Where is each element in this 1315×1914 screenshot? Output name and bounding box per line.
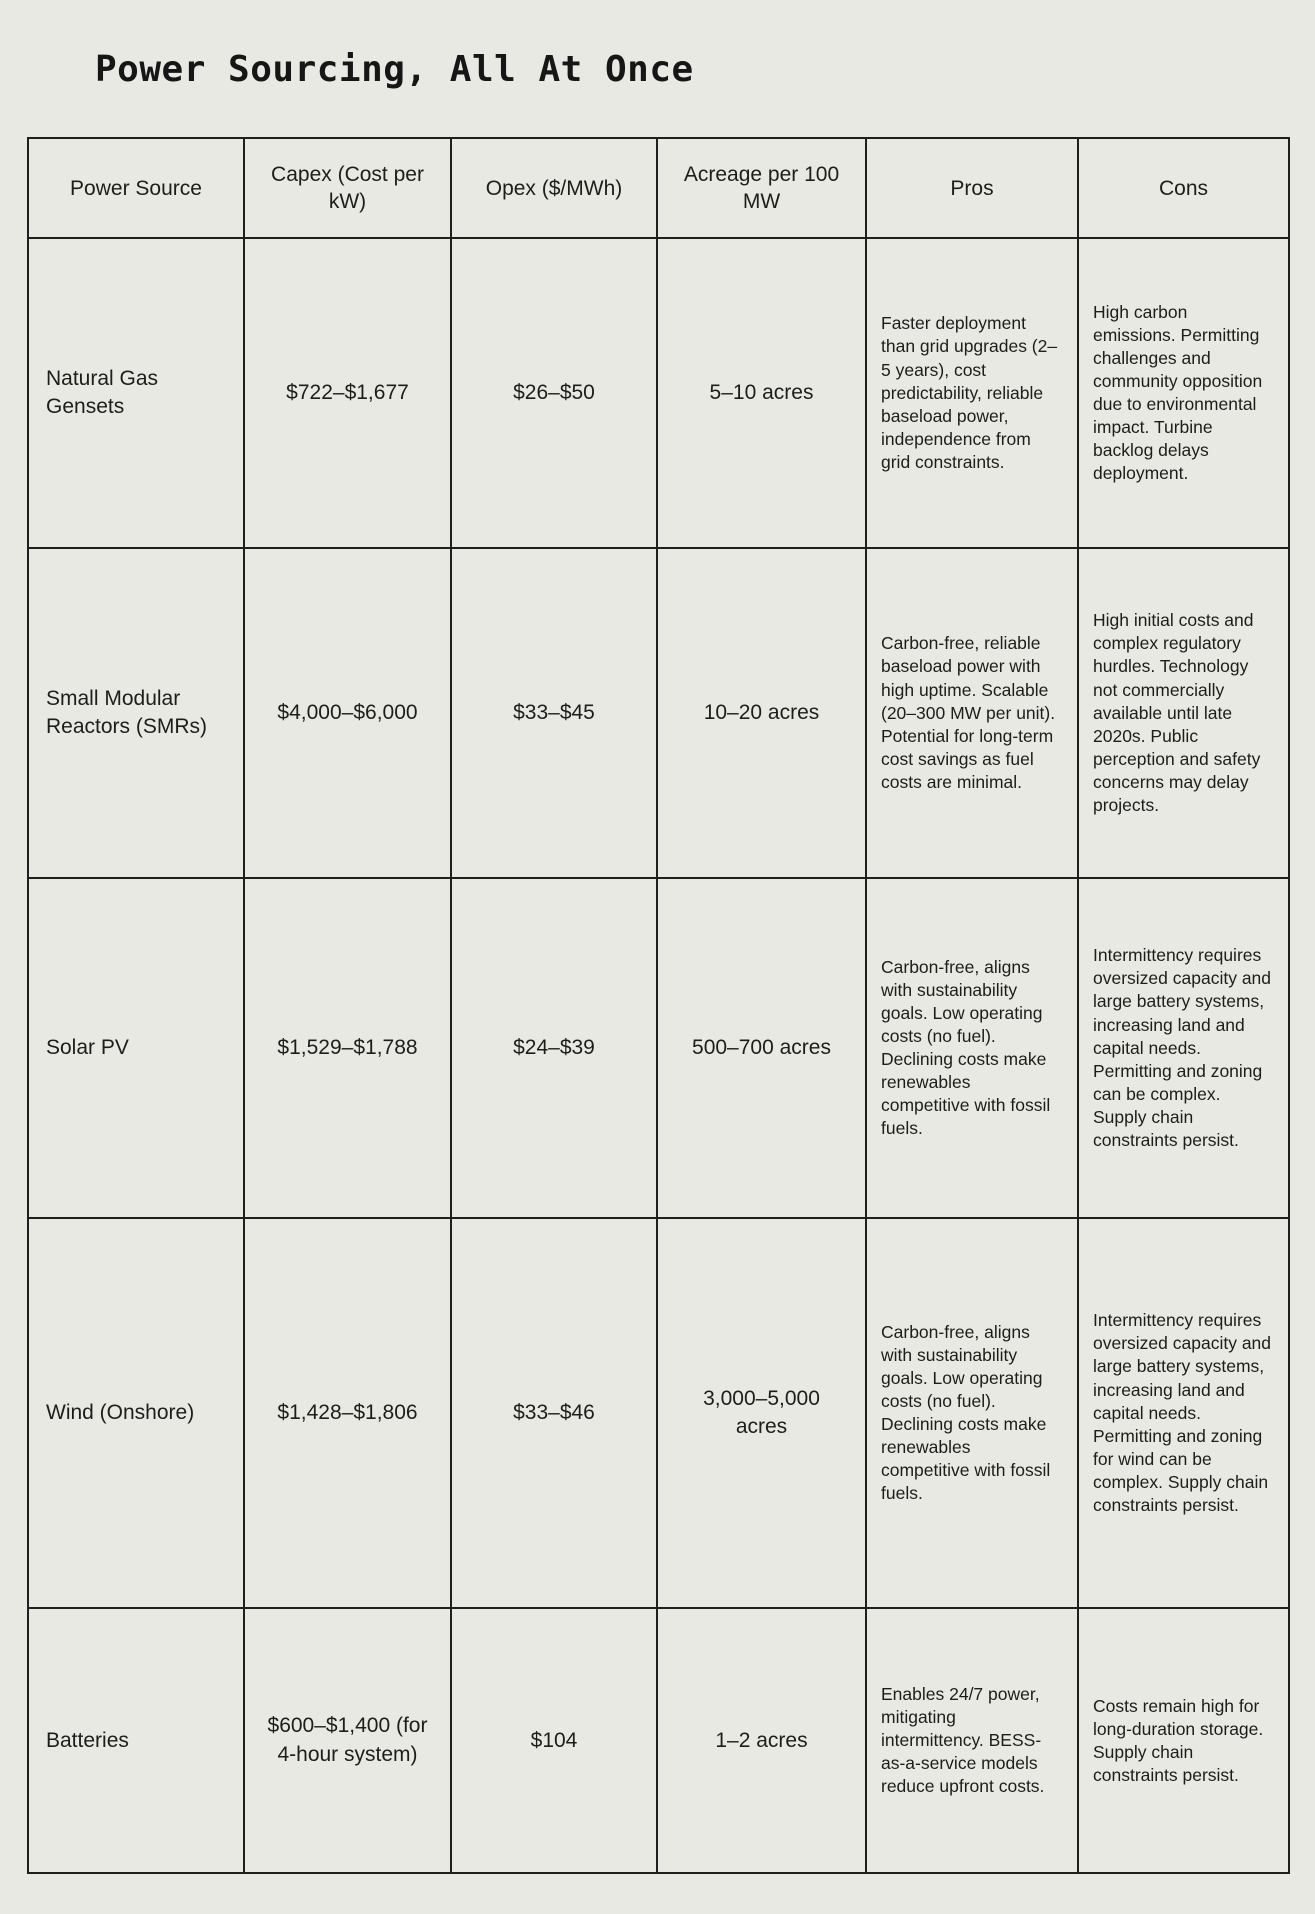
cell-cons: Costs remain high for long-duration storage. Supply chain constraints persist. [1078,1608,1289,1873]
cell-opex: $24–$39 [451,878,657,1218]
cell-pros: Carbon-free, aligns with sustainability goals. Low operating costs (no fuel). Declining costs make renewables competitive with fossil fuels. [866,1218,1078,1608]
cell-opex: $33–$46 [451,1218,657,1608]
cell-pros: Carbon-free, reliable baseload power with high uptime. Scalable (20–300 MW per unit). Potential for long-term cost savings as fuel costs are minimal. [866,548,1078,878]
cell-cons: High carbon emissions. Permitting challenges and community opposition due to environmental impact. Turbine backlog delays deployment. [1078,238,1289,548]
table-row-batteries [28,1608,1289,1873]
cell-capex: $4,000–$6,000 [244,548,451,878]
header-power-source: Power Source [28,138,244,238]
header-opex: Opex ($/MWh) [451,138,657,238]
table-row-smr [28,548,1289,878]
cell-capex: $1,529–$1,788 [244,878,451,1218]
page-title: Power Sourcing, All At Once [95,49,694,90]
cell-cons: High initial costs and complex regulatory hurdles. Technology not commercially available until late 2020s. Public perception and safety concerns may delay projects. [1078,548,1289,878]
header-cons: Cons [1078,138,1289,238]
table-row-natural-gas [28,238,1289,548]
cell-cons: Intermittency requires oversized capacity and large battery systems, increasing land and capital needs. Permitting and zoning for wind can be complex. Supply chain constraints persist. [1078,1218,1289,1608]
cell-pros: Enables 24/7 power, mitigating intermittency. BESS-as-a-service models reduce upfront costs. [866,1608,1078,1873]
cell-acreage: 500–700 acres [657,878,866,1218]
header-capex: Capex (Cost per kW) [244,138,451,238]
cell-capex: $600–$1,400 (for 4-hour system) [244,1608,451,1873]
cell-power-source: Wind (Onshore) [28,1218,244,1608]
cell-power-source: Batteries [28,1608,244,1873]
cell-power-source: Small Modular Reactors (SMRs) [28,548,244,878]
cell-opex: $26–$50 [451,238,657,548]
cell-power-source: Solar PV [28,878,244,1218]
header-pros: Pros [866,138,1078,238]
table-row-wind [28,1218,1289,1608]
header-row [28,138,1289,238]
cell-acreage: 10–20 acres [657,548,866,878]
cell-pros: Carbon-free, aligns with sustainability goals. Low operating costs (no fuel). Declining costs make renewables competitive with fossil fuels. [866,878,1078,1218]
cell-acreage: 1–2 acres [657,1608,866,1873]
power-sourcing-table [27,137,1290,1874]
table-row-solar [28,878,1289,1218]
cell-capex: $722–$1,677 [244,238,451,548]
cell-acreage: 3,000–5,000 acres [657,1218,866,1608]
cell-opex: $104 [451,1608,657,1873]
cell-capex: $1,428–$1,806 [244,1218,451,1608]
cell-pros: Faster deployment than grid upgrades (2–5 years), cost predictability, reliable baseload power, independence from grid constraints. [866,238,1078,548]
cell-power-source: Natural Gas Gensets [28,238,244,548]
cell-acreage: 5–10 acres [657,238,866,548]
cell-cons: Intermittency requires oversized capacity and large battery systems, increasing land and capital needs. Permitting and zoning can be complex. Supply chain constraints persist. [1078,878,1289,1218]
cell-opex: $33–$45 [451,548,657,878]
header-acreage: Acreage per 100 MW [657,138,866,238]
